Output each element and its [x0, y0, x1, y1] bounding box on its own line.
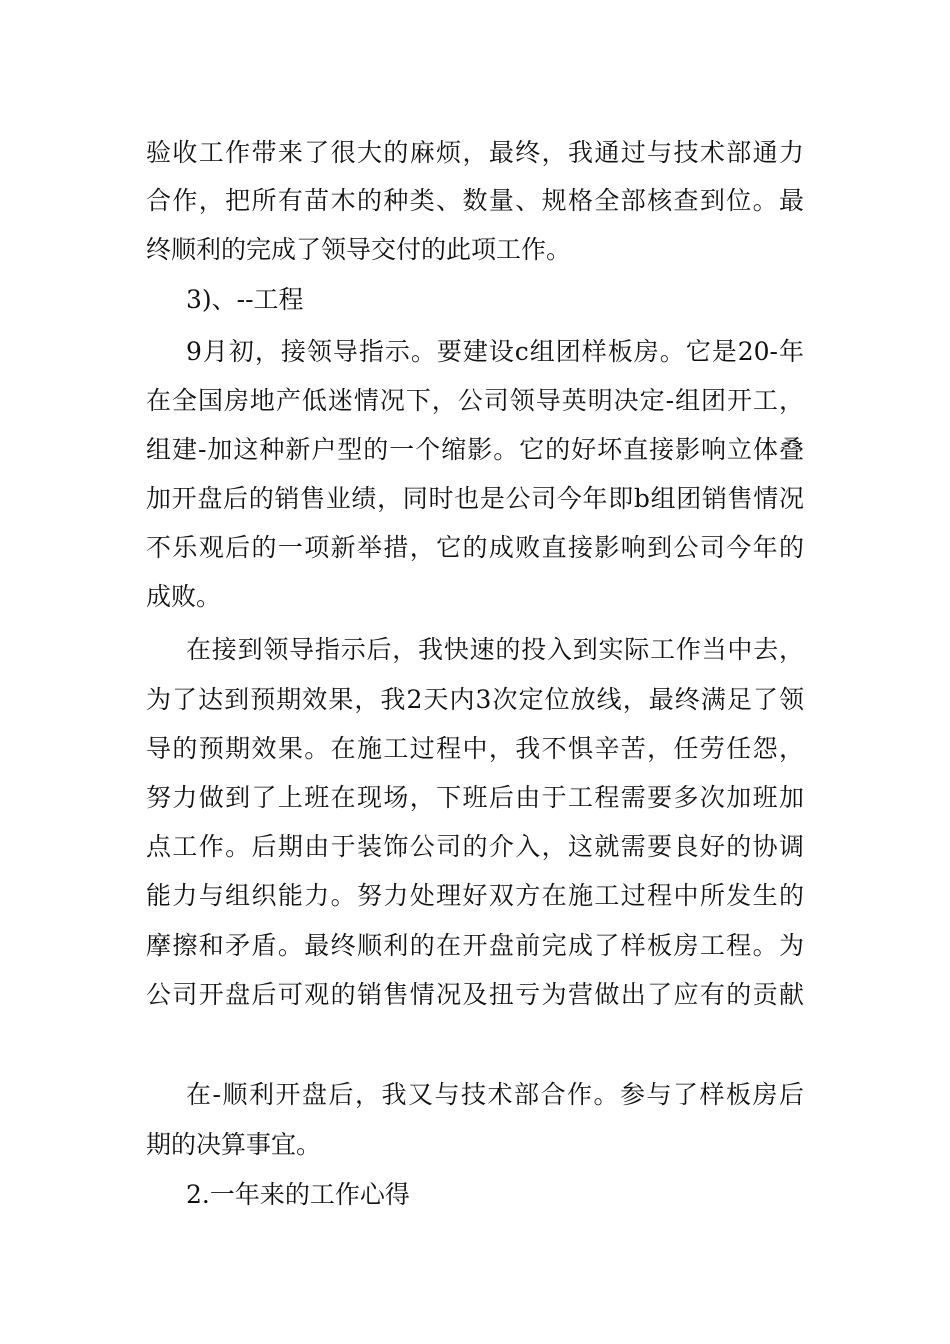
- section-heading: 2.一年来的工作心得: [186, 1180, 410, 1209]
- paragraph-line: 点工作。后期由于装饰公司的介入，这就需要良好的协调: [146, 832, 804, 861]
- paragraph-line: 为了达到预期效果，我2天内3次定位放线，最终满足了领: [146, 685, 804, 714]
- paragraph-line: 验收工作带来了很大的麻烦，最终，我通过与技术部通力: [146, 138, 804, 167]
- paragraph-line: 期的决算事宜。: [146, 1130, 322, 1159]
- paragraph-line: 加开盘后的销售业绩，同时也是公司今年即b组团销售情况: [146, 484, 804, 513]
- paragraph-line: 终顺利的完成了领导交付的此项工作。: [146, 235, 572, 264]
- paragraph-line: 成败。: [146, 582, 222, 611]
- paragraph-line: 不乐观后的一项新举措，它的成败直接影响到公司今年的: [146, 533, 804, 562]
- paragraph-line: 在-顺利开盘后，我又与技术部合作。参与了样板房后: [186, 1080, 804, 1109]
- paragraph-line: 努力做到了上班在现场，下班后由于工程需要多次加班加: [146, 783, 804, 812]
- paragraph-line: 摩擦和矛盾。最终顺利的在开盘前完成了样板房工程。为: [146, 931, 804, 960]
- paragraph-line: 能力与组织能力。努力处理好双方在施工过程中所发生的: [146, 881, 804, 910]
- paragraph-line: 导的预期效果。在施工过程中，我不惧辛苦，任劳任怨，: [146, 734, 804, 763]
- paragraph-line: 组建-加这种新户型的一个缩影。它的好坏直接影响立体叠: [146, 435, 804, 464]
- section-heading: 3)、--工程: [186, 285, 304, 314]
- paragraph-line: 合作，把所有苗木的种类、数量、规格全部核查到位。最: [146, 186, 804, 215]
- paragraph-line: 9月初，接领导指示。要建设c组团样板房。它是20-年: [186, 337, 804, 366]
- paragraph-line: 在全国房地产低迷情况下，公司领导英明决定-组团开工，: [146, 386, 804, 415]
- paragraph-line: 公司开盘后可观的销售情况及扭亏为营做出了应有的贡献: [146, 980, 804, 1009]
- paragraph-line: 在接到领导指示后，我快速的投入到实际工作当中去，: [186, 635, 804, 664]
